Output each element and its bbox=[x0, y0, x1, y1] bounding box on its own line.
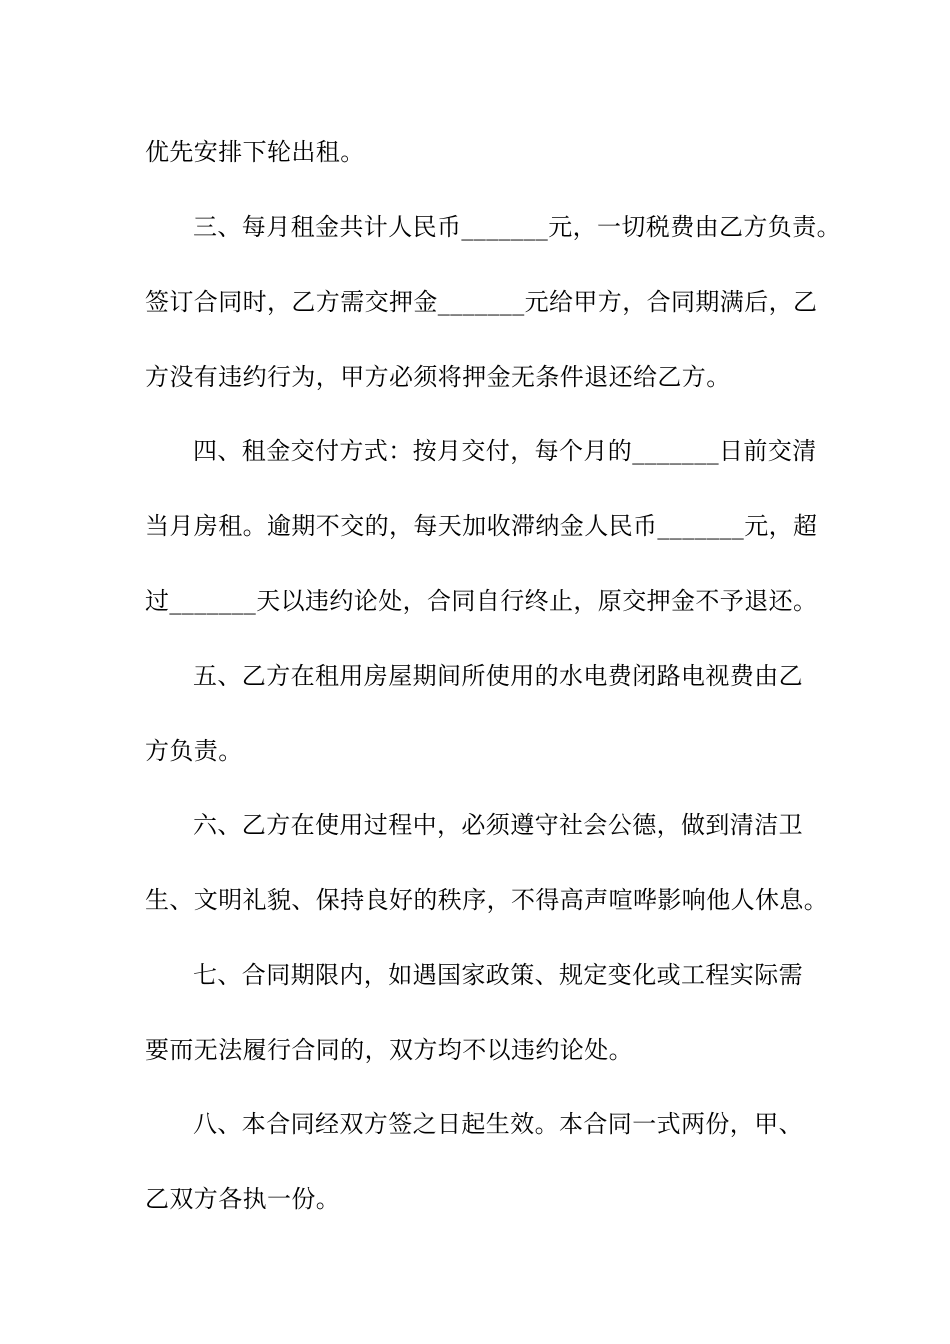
text-line: 生、文明礼貌、保持良好的秩序，不得高声喧哗影响他人休息。 bbox=[145, 886, 829, 914]
text-line: 方负责。 bbox=[145, 737, 243, 765]
clause-4-line: 四、租金交付方式：按月交付，每个月的_______日前交清 bbox=[193, 437, 817, 465]
clause-5-line: 五、乙方在租用房屋期间所使用的水电费闭路电视费由乙 bbox=[193, 662, 803, 690]
clause-6-line: 六、乙方在使用过程中，必须遵守社会公德，做到清洁卫 bbox=[193, 811, 803, 839]
text-line: 签订合同时，乙方需交押金_______元给甲方，合同期满后，乙 bbox=[145, 288, 818, 316]
clause-7-line: 七、合同期限内，如遇国家政策、规定变化或工程实际需 bbox=[193, 961, 803, 989]
text-line: 乙双方各执一份。 bbox=[145, 1185, 341, 1213]
text-line: 当月房租。逾期不交的，每天加收滞纳金人民币_______元，超 bbox=[145, 512, 818, 540]
text-line: 方没有违约行为，甲方必须将押金无条件退还给乙方。 bbox=[145, 363, 731, 391]
text-line: 要而无法履行合同的，双方均不以违约论处。 bbox=[145, 1036, 633, 1064]
text-line: 优先安排下轮出租。 bbox=[145, 138, 365, 166]
text-line: 过_______天以违约论处，合同自行终止，原交押金不予退还。 bbox=[145, 587, 818, 615]
clause-3-line: 三、每月租金共计人民币_______元，一切税费由乙方负责。 bbox=[193, 213, 841, 241]
clause-8-line: 八、本合同经双方签之日起生效。本合同一式两份，甲、 bbox=[193, 1110, 803, 1138]
